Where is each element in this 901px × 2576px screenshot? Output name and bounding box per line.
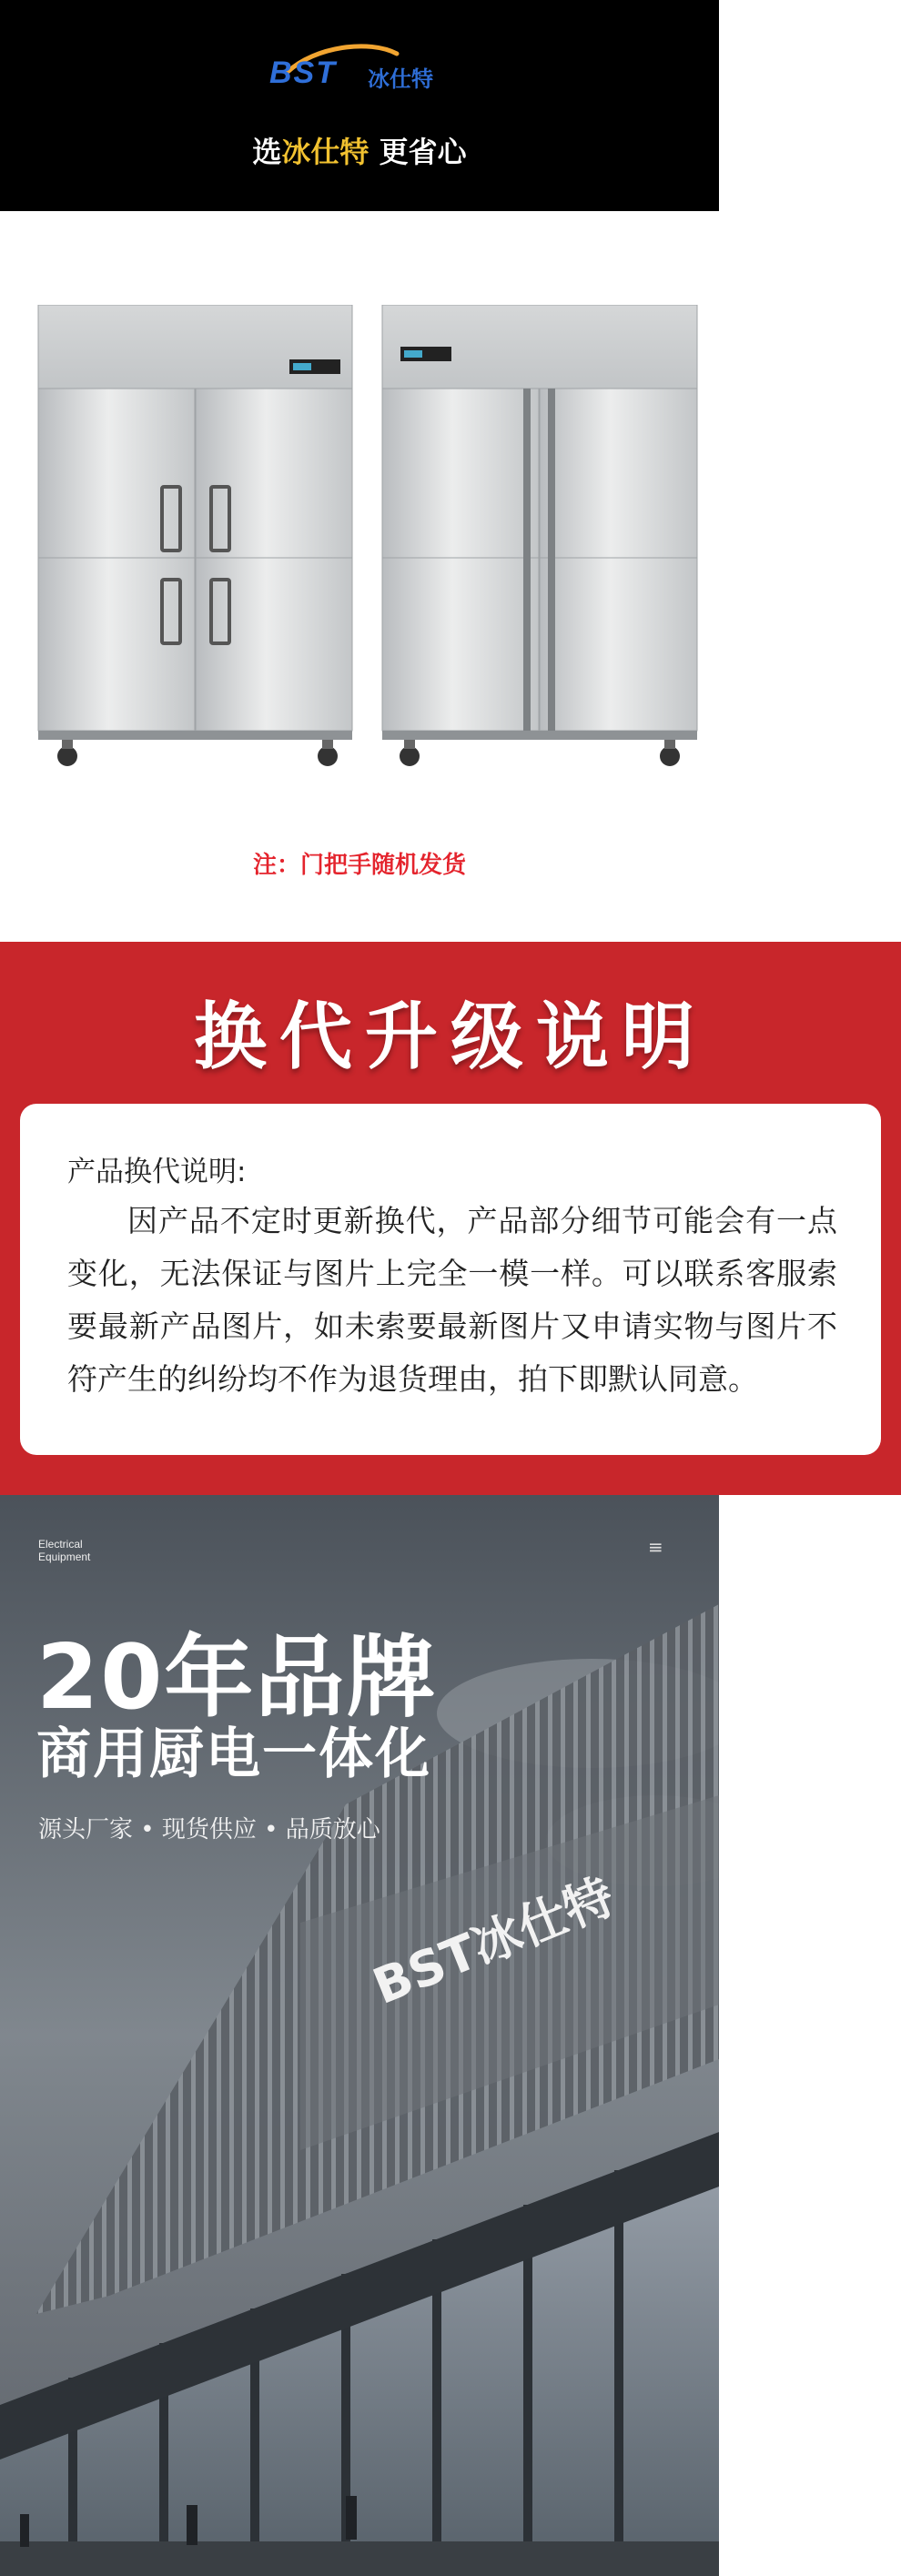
slogan-brand: 冰仕特 [281, 135, 370, 169]
menu-icon[interactable]: ≡ [648, 1536, 663, 1558]
fridge-left [38, 305, 352, 766]
banner-small-line2: Equipment [38, 1551, 91, 1563]
notice-body: 因产品不定时更新换代，产品部分细节可能会有一点变化，无法保证与图片上完全一模一样。可以联系客服索要最新产品图片，如未索要最新图片又申请实物与图片不符产生的纠纷均不作为退货理由，拍下即默认同意。 [67, 1203, 837, 1397]
handle-shipping-note: 注：门把手随机发货 [252, 852, 466, 879]
fridge-right [382, 305, 697, 766]
brand-logo [269, 41, 451, 105]
banner-headline: 20年品牌 [36, 1626, 438, 1730]
logo-text-en: BST [269, 56, 337, 90]
brand-header [0, 0, 719, 211]
banner-small-label [38, 1538, 90, 1563]
banner-subheadline: 商用厨电一体化 [36, 1722, 431, 1786]
upgrade-title: 换代升级说明 [194, 995, 707, 1079]
logo-text-cn: 冰仕特 [368, 66, 433, 92]
notice-heading: 产品换代说明: [67, 1156, 247, 1188]
banner-small-line1: Electrical [38, 1538, 83, 1551]
slogan-prefix: 选 [252, 135, 282, 169]
product-fridges-image [27, 305, 710, 778]
slogan-suffix: 更省心 [369, 135, 467, 169]
banner-tagline: 源头厂家 • 现货供应 • 品质放心 [38, 1816, 380, 1844]
slogan [0, 129, 719, 171]
building-sign-text: BST冰仕特 [365, 1867, 623, 2016]
